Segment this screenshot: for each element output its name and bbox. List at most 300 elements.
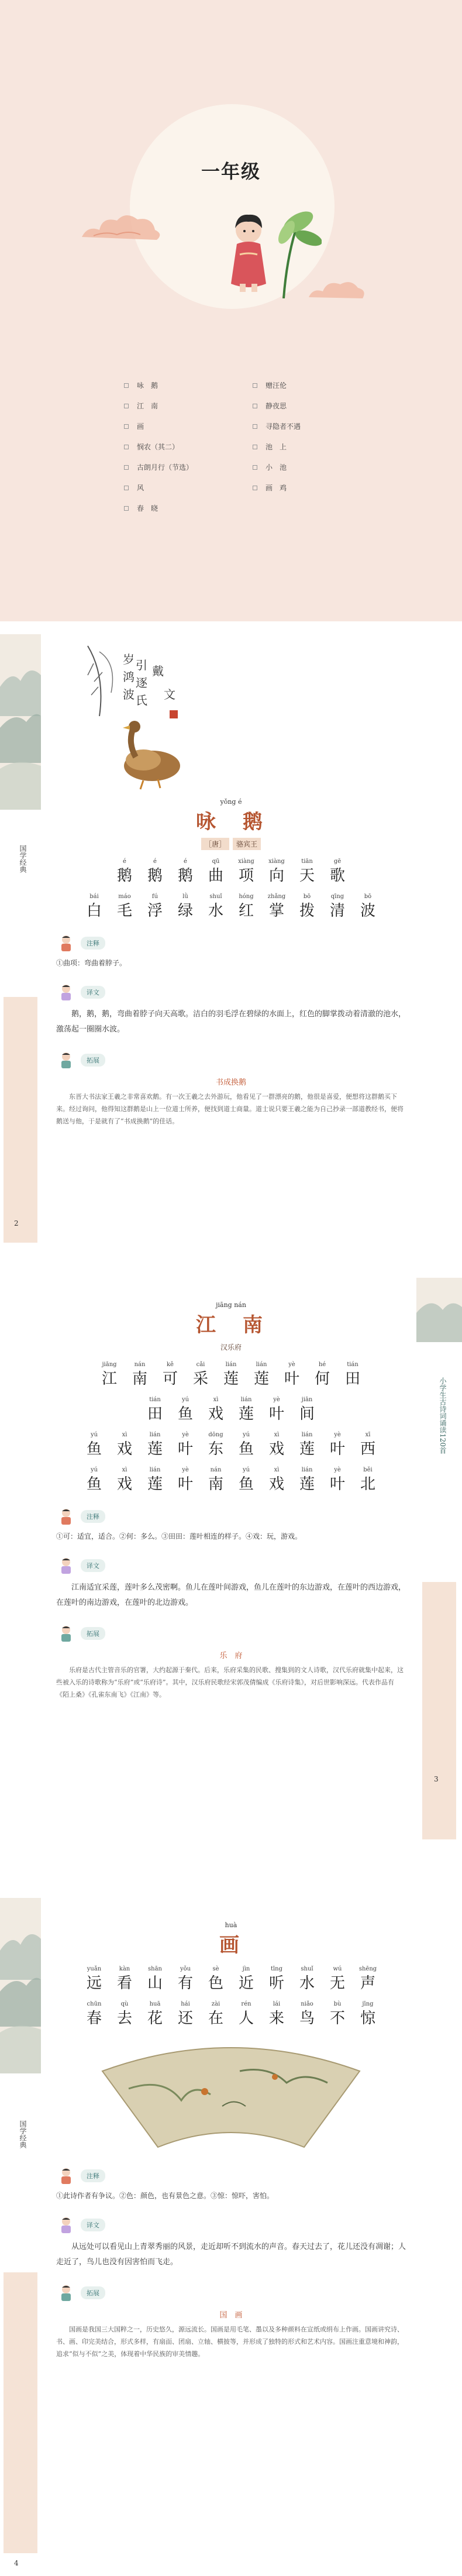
hanzi: 春 bbox=[86, 2010, 102, 2027]
poem-character bbox=[115, 2001, 135, 2028]
pinyin: bō bbox=[303, 893, 311, 900]
bullet-icon bbox=[253, 383, 257, 388]
pinyin: jìn bbox=[242, 1966, 250, 1972]
hanzi: 去 bbox=[116, 2010, 132, 2027]
hanzi: 何 bbox=[314, 1370, 330, 1388]
hanzi: 向 bbox=[268, 867, 284, 885]
pinyin: yè bbox=[334, 1467, 341, 1473]
toc-item[interactable]: 静夜思 bbox=[253, 401, 370, 411]
poem-text bbox=[56, 1361, 406, 1494]
pinyin: rén bbox=[241, 2001, 251, 2007]
bullet-icon bbox=[124, 424, 129, 429]
pinyin: yú bbox=[181, 1397, 189, 1403]
poem-character bbox=[327, 893, 347, 920]
poem-character bbox=[267, 858, 287, 885]
hanzi: 波 bbox=[360, 902, 375, 920]
hanzi: 毛 bbox=[116, 902, 132, 920]
pinyin: tiān bbox=[301, 858, 313, 865]
landscape-painting-strip bbox=[0, 1898, 41, 2073]
page-number: 3 bbox=[434, 1775, 439, 1783]
hanzi: 天 bbox=[299, 867, 315, 885]
translation-section bbox=[56, 982, 406, 1002]
hanzi: 红 bbox=[238, 902, 254, 920]
pinyin: chūn bbox=[87, 2001, 102, 2007]
pinyin: yè bbox=[288, 1361, 295, 1368]
hanzi: 水 bbox=[299, 1975, 315, 1992]
hanzi: 歌 bbox=[329, 867, 345, 885]
poem-character bbox=[175, 1467, 195, 1494]
poem-character bbox=[236, 858, 256, 885]
toc-item[interactable]: 风 bbox=[124, 483, 253, 493]
pinyin: zài bbox=[211, 2001, 220, 2007]
side-label: 小学生古诗词诵读120首 bbox=[439, 1377, 447, 1454]
goose-painting bbox=[82, 640, 211, 792]
svg-text:氏: 氏 bbox=[136, 693, 147, 707]
hanzi: 远 bbox=[86, 1975, 102, 1992]
pinyin: é bbox=[123, 858, 126, 865]
poem-character bbox=[115, 1966, 135, 1993]
pinyin: bái bbox=[89, 893, 99, 900]
note-badge: 注释 bbox=[81, 1510, 105, 1523]
note-text: ①此诗作者有争议。②色：颜色，也有景色之意。③惊：惊吓，害怕。 bbox=[56, 2192, 274, 2200]
pinyin: qù bbox=[120, 2001, 129, 2007]
poem-character bbox=[236, 1467, 256, 1494]
poem-character bbox=[327, 1432, 347, 1459]
pinyin: hái bbox=[181, 2001, 190, 2007]
student-reading-icon bbox=[56, 2166, 76, 2186]
poem-character bbox=[160, 1361, 180, 1388]
note-text: ①曲项：弯曲着脖子。 bbox=[56, 959, 127, 967]
hanzi: 曲 bbox=[208, 867, 223, 885]
extension-section bbox=[56, 2283, 406, 2303]
poem-character bbox=[267, 1432, 287, 1459]
pinyin: xì bbox=[122, 1432, 127, 1438]
pinyin: yè bbox=[273, 1397, 280, 1403]
hanzi: 色 bbox=[208, 1975, 223, 1992]
poem-character bbox=[297, 1467, 317, 1494]
pinyin: xì bbox=[274, 1432, 280, 1438]
lesson-body bbox=[56, 1301, 406, 1701]
toc-item[interactable]: 小 池 bbox=[253, 462, 370, 472]
poem-character bbox=[327, 858, 347, 885]
extension-badge: 拓展 bbox=[81, 2286, 105, 2299]
pinyin: fú bbox=[151, 893, 158, 900]
bullet-icon bbox=[124, 383, 129, 388]
hanzi: 鱼 bbox=[86, 1440, 102, 1458]
title-pinyin: jiāng nán bbox=[216, 1301, 246, 1309]
pinyin: lián bbox=[301, 1467, 313, 1473]
pinyin: xì bbox=[274, 1467, 280, 1473]
hanzi: 浮 bbox=[147, 902, 163, 920]
student-reading-icon bbox=[56, 2215, 76, 2235]
pinyin: jiāng bbox=[102, 1361, 117, 1368]
hanzi: 还 bbox=[177, 2010, 193, 2027]
side-label: 国学经典 bbox=[19, 845, 27, 873]
poem-character bbox=[175, 1397, 195, 1423]
author-name: 骆宾王 bbox=[233, 838, 261, 850]
extension-section bbox=[56, 1624, 406, 1643]
toc-item[interactable]: 池 上 bbox=[253, 442, 370, 452]
page-number: 4 bbox=[14, 2559, 19, 2567]
hanzi: 有 bbox=[177, 1975, 193, 1992]
hanzi: 来 bbox=[268, 2010, 284, 2027]
poem-line bbox=[56, 893, 406, 920]
pinyin: jīng bbox=[362, 2001, 374, 2007]
pinyin: wú bbox=[333, 1966, 342, 1972]
hanzi: 声 bbox=[360, 1975, 375, 1992]
hanzi: 间 bbox=[299, 1405, 315, 1423]
translation-badge: 译文 bbox=[81, 986, 105, 999]
lesson-page-yong-e bbox=[0, 634, 462, 1254]
pinyin: cǎi bbox=[196, 1361, 205, 1368]
pinyin: běi bbox=[363, 1467, 373, 1473]
pinyin: yú bbox=[90, 1467, 98, 1473]
poem-character bbox=[175, 893, 195, 920]
hanzi: 戏 bbox=[268, 1476, 284, 1493]
left-margin-strip bbox=[0, 1898, 41, 2576]
cover-title: 一年级 bbox=[201, 160, 261, 183]
hanzi: 白 bbox=[86, 902, 102, 920]
poem-character bbox=[175, 1966, 195, 1993]
page-number: 2 bbox=[14, 1219, 19, 1227]
hanzi: 在 bbox=[208, 2010, 223, 2027]
poem-text bbox=[56, 1966, 406, 2028]
poem-character bbox=[84, 2001, 104, 2028]
poem-character bbox=[145, 893, 165, 920]
poem-character bbox=[236, 893, 256, 920]
poem-character bbox=[145, 1467, 165, 1494]
girl-with-plant-illustration bbox=[222, 196, 322, 298]
poem-line bbox=[56, 1467, 406, 1494]
pinyin: lián bbox=[149, 1467, 161, 1473]
hanzi: 鹅 bbox=[177, 867, 193, 885]
pinyin: lián bbox=[256, 1361, 267, 1368]
note-badge: 注释 bbox=[81, 937, 105, 950]
hanzi: 鹅 bbox=[147, 867, 163, 885]
hanzi: 叶 bbox=[329, 1476, 345, 1493]
pinyin: qīng bbox=[330, 893, 344, 900]
hanzi: 南 bbox=[132, 1370, 147, 1388]
hanzi: 人 bbox=[238, 2010, 254, 2027]
cloud-icon bbox=[76, 208, 164, 249]
hanzi: 莲 bbox=[253, 1370, 269, 1388]
pinyin: xì bbox=[213, 1397, 219, 1403]
hanzi: 东 bbox=[208, 1440, 223, 1458]
pinyin: bù bbox=[333, 2001, 342, 2007]
hanzi: 北 bbox=[360, 1476, 375, 1493]
poem-text bbox=[56, 858, 406, 920]
table-of-contents bbox=[124, 380, 370, 513]
pinyin: é bbox=[184, 858, 187, 865]
pinyin: yè bbox=[182, 1467, 189, 1473]
toc-item[interactable]: 咏 鹅 bbox=[124, 380, 253, 390]
svg-text:波: 波 bbox=[123, 687, 135, 701]
poem-character bbox=[297, 893, 317, 920]
bullet-icon bbox=[124, 404, 129, 408]
pinyin: hóng bbox=[239, 893, 254, 900]
hanzi: 拨 bbox=[299, 902, 315, 920]
poem-character bbox=[282, 1361, 302, 1388]
hanzi: 戏 bbox=[116, 1476, 132, 1493]
hanzi: 戏 bbox=[268, 1440, 284, 1458]
poem-character bbox=[343, 1361, 363, 1388]
pinyin: nán bbox=[210, 1467, 222, 1473]
poem-character bbox=[358, 2001, 378, 2028]
hanzi: 叶 bbox=[284, 1370, 299, 1388]
hanzi: 绿 bbox=[177, 902, 193, 920]
bullet-icon bbox=[253, 445, 257, 449]
poem-character bbox=[358, 893, 378, 920]
bullet-icon bbox=[253, 486, 257, 490]
poem-character bbox=[327, 2001, 347, 2028]
toc-item[interactable]: 悯农（其二） bbox=[124, 442, 253, 452]
svg-text:引: 引 bbox=[136, 658, 147, 672]
poem-character bbox=[175, 2001, 195, 2028]
poem-character bbox=[84, 1467, 104, 1494]
pinyin: xī bbox=[365, 1432, 371, 1438]
side-color-bar bbox=[4, 2272, 37, 2553]
hanzi: 叶 bbox=[268, 1405, 284, 1423]
page-gap bbox=[0, 1875, 462, 1898]
bullet-icon bbox=[124, 486, 129, 490]
extension-text: 东晋大书法家王羲之非常喜欢鹅。有一次王羲之去外游玩，他看见了一群漂亮的鹅，他很是喜爱，便想将这群鹅买下来。经过询问，他得知这群鹅是山上一位道士所养，便找到道士商量。道士说只要王羲之能为自己抄录一部道教经书，便将鹅送与他，于是就有了“书成换鹅”的佳话。 bbox=[56, 1093, 404, 1125]
poem-character bbox=[297, 2001, 317, 2028]
poem-character bbox=[267, 1966, 287, 1993]
hanzi: 西 bbox=[360, 1440, 375, 1458]
bullet-icon bbox=[253, 404, 257, 408]
bullet-icon bbox=[253, 465, 257, 470]
pinyin: tián bbox=[347, 1361, 358, 1368]
hanzi: 鱼 bbox=[238, 1476, 254, 1493]
toc-item[interactable]: 赠汪伦 bbox=[253, 380, 370, 390]
hanzi: 戏 bbox=[208, 1405, 223, 1423]
pinyin: lái bbox=[273, 2001, 281, 2007]
lesson-body bbox=[56, 798, 406, 1127]
hanzi: 南 bbox=[208, 1476, 223, 1493]
toc-item[interactable]: 寻隐者不遇 bbox=[253, 421, 370, 431]
pinyin: yǒu bbox=[180, 1966, 191, 1972]
poem-character bbox=[206, 858, 226, 885]
hanzi: 田 bbox=[147, 1405, 163, 1423]
pinyin: xiàng bbox=[268, 858, 285, 865]
pinyin: xiàng bbox=[238, 858, 254, 865]
note-badge: 注释 bbox=[81, 2169, 105, 2182]
translation-badge: 译文 bbox=[81, 2219, 105, 2231]
poem-character bbox=[358, 1467, 378, 1494]
hanzi: 近 bbox=[238, 1975, 254, 1992]
pinyin: hé bbox=[318, 1361, 326, 1368]
hanzi: 叶 bbox=[177, 1440, 193, 1458]
hanzi: 项 bbox=[238, 867, 254, 885]
bullet-icon bbox=[253, 424, 257, 429]
poem-line bbox=[56, 1361, 406, 1388]
hanzi: 莲 bbox=[299, 1476, 315, 1493]
pinyin: jiān bbox=[301, 1397, 313, 1403]
pinyin: shēng bbox=[358, 1966, 377, 1972]
note-section bbox=[56, 2166, 406, 2186]
title-pinyin: huà bbox=[225, 1921, 237, 1929]
svg-text:鸿: 鸿 bbox=[123, 670, 135, 684]
side-color-bar bbox=[422, 1582, 456, 1839]
hanzi: 不 bbox=[329, 2010, 345, 2027]
poem-title: 咏 鹅 bbox=[196, 810, 266, 834]
extension-title: 书成换鹅 bbox=[215, 1078, 246, 1087]
poem-character bbox=[175, 858, 195, 885]
toc-item[interactable]: 画 鸡 bbox=[253, 483, 370, 493]
poem-character bbox=[145, 1966, 165, 1993]
extension-section bbox=[56, 1050, 406, 1070]
poem-character bbox=[115, 858, 135, 885]
translation-text: 江南适宜采莲，莲叶多么茂密啊。鱼儿在莲叶间游戏，鱼儿在莲叶的东边游戏，在莲叶的西边游戏，在莲叶的南边游戏，在莲叶的北边游戏。 bbox=[56, 1583, 406, 1607]
hanzi: 清 bbox=[329, 902, 345, 920]
svg-text:戴: 戴 bbox=[152, 664, 164, 678]
landscape-painting-strip bbox=[0, 634, 41, 810]
poem-character bbox=[145, 1432, 165, 1459]
hanzi: 田 bbox=[344, 1370, 360, 1388]
poem-character bbox=[84, 1966, 104, 1993]
hanzi: 鸟 bbox=[299, 2010, 315, 2027]
bullet-icon bbox=[124, 506, 129, 511]
poem-character bbox=[297, 1397, 317, 1423]
page-gap bbox=[0, 621, 462, 634]
poem-line bbox=[56, 2001, 406, 2028]
note-section bbox=[56, 1507, 406, 1526]
toc-item[interactable]: 画 bbox=[124, 421, 253, 431]
pinyin: lián bbox=[240, 1397, 252, 1403]
bullet-icon bbox=[124, 445, 129, 449]
poem-character bbox=[115, 1432, 135, 1459]
poem-character bbox=[191, 1361, 211, 1388]
hanzi: 莲 bbox=[147, 1440, 163, 1458]
poem-character bbox=[206, 1397, 226, 1423]
fan-painting bbox=[94, 2036, 368, 2153]
hanzi: 江 bbox=[101, 1370, 117, 1388]
student-reading-icon bbox=[56, 982, 76, 1002]
pinyin: zhǎng bbox=[267, 893, 286, 900]
student-reading-icon bbox=[56, 1556, 76, 1576]
pinyin: xì bbox=[122, 1467, 127, 1473]
note-section bbox=[56, 933, 406, 953]
pinyin: sè bbox=[212, 1966, 219, 1972]
svg-text:岁: 岁 bbox=[123, 652, 135, 666]
hanzi: 鱼 bbox=[177, 1405, 193, 1423]
poem-character bbox=[327, 1467, 347, 1494]
poem-character bbox=[221, 1361, 241, 1388]
poem-character bbox=[236, 1432, 256, 1459]
toc-item[interactable]: 江 南 bbox=[124, 401, 253, 411]
poem-character bbox=[236, 2001, 256, 2028]
extension-text: 国画是我国三大国粹之一，历史悠久，源远流长。国画是用毛笔、墨以及多种颜料在宣纸或绢布上作画。国画讲究诗、书、画、印完美结合，形式多样，有扇面、团扇、立轴、横披等，并形成了独特的形式和艺术内容。国画注重意境和神韵，追求“似与不似”之美，体现着中华民族的审美情趣。 bbox=[56, 2326, 404, 2358]
pinyin: shuǐ bbox=[301, 1966, 313, 1972]
side-label: 国学经典 bbox=[19, 2120, 27, 2148]
hanzi: 无 bbox=[329, 1975, 345, 1992]
side-color-bar bbox=[4, 997, 37, 1243]
pinyin: yú bbox=[242, 1432, 250, 1438]
translation-section bbox=[56, 1556, 406, 1576]
title-pinyin: yǒng é bbox=[220, 798, 242, 806]
poem-character bbox=[206, 893, 226, 920]
poem-character bbox=[358, 1432, 378, 1459]
landscape-painting-strip bbox=[416, 1278, 462, 1342]
toc-item[interactable]: 春 晓 bbox=[124, 503, 253, 513]
pinyin: qū bbox=[212, 858, 220, 865]
poem-character bbox=[145, 2001, 165, 2028]
hanzi: 水 bbox=[208, 902, 223, 920]
pinyin: gē bbox=[333, 858, 342, 865]
poem-character bbox=[358, 1966, 378, 1993]
hanzi: 莲 bbox=[238, 1405, 254, 1423]
poem-character bbox=[297, 858, 317, 885]
poem-character bbox=[115, 893, 135, 920]
extension-text: 乐府是古代主管音乐的官署，大约起源于秦代。后来，乐府采集的民歌、搜集到的文人诗歌，汉代乐府就集中起来，这些被入乐的诗歌称为“乐府”或“乐府诗”。其中，汉乐府民歌经宋郭茂倩编成《乐府诗集》，对后世影响深远。代表作品有《陌上桑》《孔雀东南飞》《江南》等。 bbox=[56, 1666, 404, 1698]
pinyin: yú bbox=[242, 1467, 250, 1473]
pinyin: kàn bbox=[119, 1966, 130, 1972]
hanzi: 叶 bbox=[177, 1476, 193, 1493]
lesson-body bbox=[56, 1921, 406, 2360]
student-reading-icon bbox=[56, 2283, 76, 2303]
poem-line bbox=[56, 1397, 406, 1423]
hanzi: 听 bbox=[268, 1975, 284, 1992]
translation-text: 从远处可以看见山上青翠秀丽的风景，走近却听不到流水的声音。春天过去了，花儿还没有凋谢；人走近了，鸟儿也没有因害怕而飞走。 bbox=[56, 2243, 406, 2267]
right-margin-strip bbox=[416, 1278, 462, 1875]
student-reading-icon bbox=[56, 1507, 76, 1526]
hanzi: 鱼 bbox=[238, 1440, 254, 1458]
pinyin: lián bbox=[225, 1361, 237, 1368]
pinyin: shuǐ bbox=[209, 893, 222, 900]
pinyin: yuǎn bbox=[87, 1966, 102, 1972]
poem-character bbox=[267, 1467, 287, 1494]
hanzi: 叶 bbox=[329, 1440, 345, 1458]
poem-character bbox=[84, 893, 104, 920]
hanzi: 莲 bbox=[299, 1440, 315, 1458]
poem-character bbox=[267, 893, 287, 920]
pinyin: tīng bbox=[270, 1966, 283, 1972]
hanzi: 莲 bbox=[147, 1476, 163, 1493]
pinyin: shān bbox=[148, 1966, 162, 1972]
pinyin: lǜ bbox=[182, 893, 188, 900]
cover-page bbox=[0, 0, 462, 621]
pinyin: máo bbox=[118, 893, 131, 900]
toc-item[interactable]: 古朗月行（节选） bbox=[124, 462, 253, 472]
pinyin: yè bbox=[334, 1432, 341, 1438]
hanzi: 惊 bbox=[360, 2010, 375, 2027]
poem-title: 江 南 bbox=[196, 1313, 266, 1337]
student-reading-icon bbox=[56, 1624, 76, 1643]
hanzi: 看 bbox=[116, 1975, 132, 1992]
poem-line bbox=[56, 1966, 406, 1993]
poem-character bbox=[206, 1467, 226, 1494]
author-name: 汉乐府 bbox=[220, 1343, 242, 1351]
extension-badge: 拓展 bbox=[81, 1054, 105, 1067]
bullet-icon bbox=[124, 465, 129, 470]
pinyin: kě bbox=[167, 1361, 174, 1368]
poem-character bbox=[312, 1361, 332, 1388]
pinyin: niǎo bbox=[301, 2001, 313, 2007]
poem-character bbox=[206, 1966, 226, 1993]
pinyin: nán bbox=[134, 1361, 146, 1368]
pinyin: lián bbox=[149, 1432, 161, 1438]
page-gap bbox=[0, 1254, 462, 1278]
lesson-page-jiang-nan bbox=[0, 1278, 462, 1875]
pinyin: huā bbox=[149, 2001, 161, 2007]
left-margin-strip bbox=[0, 634, 41, 1254]
svg-text:文: 文 bbox=[164, 687, 175, 701]
poem-character bbox=[297, 1432, 317, 1459]
pinyin: yú bbox=[90, 1432, 98, 1438]
poem-character bbox=[145, 858, 165, 885]
hanzi: 鱼 bbox=[86, 1476, 102, 1493]
hanzi: 莲 bbox=[223, 1370, 239, 1388]
